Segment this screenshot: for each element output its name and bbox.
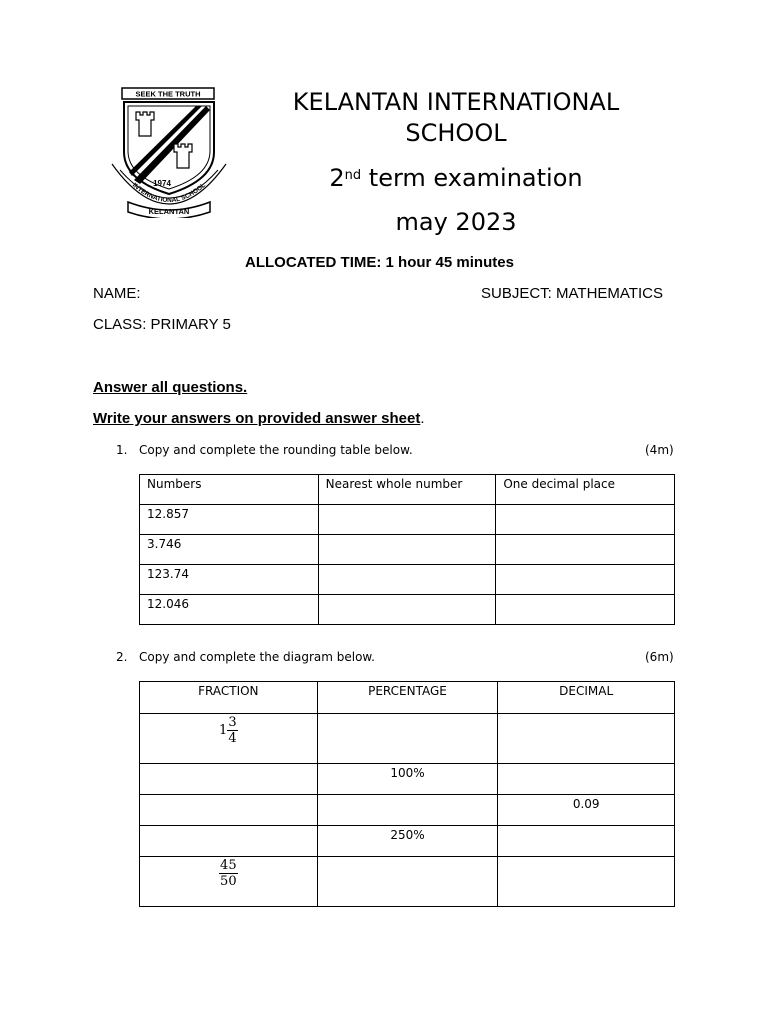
number-cell: 3.746 bbox=[140, 535, 319, 565]
table-row bbox=[140, 714, 675, 764]
school-name-line1: KELANTAN INTERNATIONAL bbox=[292, 88, 620, 116]
number-cell: 12.857 bbox=[140, 505, 319, 535]
fraction-cell bbox=[140, 714, 318, 764]
name-label: NAME: bbox=[93, 285, 141, 302]
decimal-cell bbox=[498, 714, 675, 764]
crest-year: 1974 bbox=[153, 179, 171, 188]
table-row bbox=[140, 857, 675, 907]
question-1-text: Copy and complete the rounding table below. bbox=[139, 443, 413, 457]
decimal-cell bbox=[498, 764, 675, 795]
header-cell: PERCENTAGE bbox=[317, 682, 498, 714]
time-value: 1 hour 45 minutes bbox=[381, 254, 514, 271]
header-cell: One decimal place bbox=[496, 475, 675, 505]
fraction-denominator: 4 bbox=[228, 731, 237, 746]
crest-banner: KELANTAN bbox=[148, 207, 190, 216]
percentage-cell bbox=[317, 857, 498, 907]
table-header-row bbox=[140, 475, 675, 505]
decimal-cell bbox=[498, 826, 675, 857]
percentage-cell: 250% bbox=[317, 826, 498, 857]
table-row bbox=[140, 764, 675, 795]
answer-cell bbox=[318, 595, 496, 625]
fraction-cell bbox=[140, 857, 318, 907]
answer-cell bbox=[318, 505, 496, 535]
answer-cell bbox=[318, 535, 496, 565]
conversion-table bbox=[139, 681, 675, 907]
table-row bbox=[140, 595, 675, 625]
table-row bbox=[140, 505, 675, 535]
fraction-numerator: 3 bbox=[228, 715, 237, 730]
school-name-line2: SCHOOL bbox=[405, 119, 507, 147]
term-text: term examination bbox=[361, 164, 583, 192]
header-cell: FRACTION bbox=[140, 682, 318, 714]
fraction bbox=[219, 858, 238, 889]
instruction-answer-sheet: Write your answers on provided answer sheet. bbox=[93, 410, 425, 427]
fraction-whole: 1 bbox=[219, 723, 228, 738]
school-crest-logo bbox=[110, 86, 228, 218]
table-row bbox=[140, 826, 675, 857]
fraction bbox=[227, 715, 237, 746]
crest-motto: SEEK THE TRUTH bbox=[135, 89, 201, 99]
table-row bbox=[140, 535, 675, 565]
crest-ring-text: INTERNATIONAL SCHOOL bbox=[130, 181, 208, 205]
fraction-cell bbox=[140, 764, 318, 795]
header-cell: DECIMAL bbox=[498, 682, 675, 714]
table-row bbox=[140, 565, 675, 595]
subject-label: SUBJECT: MATHEMATICS bbox=[481, 285, 663, 302]
number-cell: 123.74 bbox=[140, 565, 319, 595]
answer-cell bbox=[318, 565, 496, 595]
percentage-cell bbox=[317, 795, 498, 826]
exam-term-title bbox=[250, 163, 662, 193]
exam-date: may 2023 bbox=[395, 208, 517, 236]
answer-cell bbox=[496, 505, 675, 535]
number-cell: 12.046 bbox=[140, 595, 319, 625]
decimal-cell bbox=[498, 857, 675, 907]
table-header-row bbox=[140, 682, 675, 714]
question-1-marks: (4m) bbox=[645, 443, 674, 457]
percentage-cell bbox=[317, 714, 498, 764]
fraction-numerator: 45 bbox=[220, 858, 237, 873]
table-row bbox=[140, 795, 675, 826]
question-2-marks: (6m) bbox=[645, 650, 674, 664]
answer-cell bbox=[496, 595, 675, 625]
question-2-text: Copy and complete the diagram below. bbox=[139, 650, 375, 664]
decimal-cell: 0.09 bbox=[498, 795, 675, 826]
fraction-cell bbox=[140, 795, 318, 826]
class-label: CLASS: PRIMARY 5 bbox=[93, 316, 231, 333]
fraction-cell bbox=[140, 826, 318, 857]
header-cell: Numbers bbox=[140, 475, 319, 505]
percentage-cell: 100% bbox=[317, 764, 498, 795]
fraction-denominator: 50 bbox=[220, 874, 237, 889]
instruction-answer-all: Answer all questions. bbox=[93, 379, 248, 396]
time-label: ALLOCATED TIME: bbox=[245, 254, 382, 271]
answer-cell bbox=[496, 565, 675, 595]
rounding-table bbox=[139, 474, 675, 625]
answer-cell bbox=[496, 535, 675, 565]
question-1-number: 1. bbox=[116, 443, 128, 457]
term-number: 2 bbox=[329, 164, 345, 192]
term-suffix: nd bbox=[344, 168, 362, 183]
header-cell: Nearest whole number bbox=[318, 475, 496, 505]
question-2-number: 2. bbox=[116, 650, 128, 664]
allocated-time bbox=[245, 254, 514, 271]
